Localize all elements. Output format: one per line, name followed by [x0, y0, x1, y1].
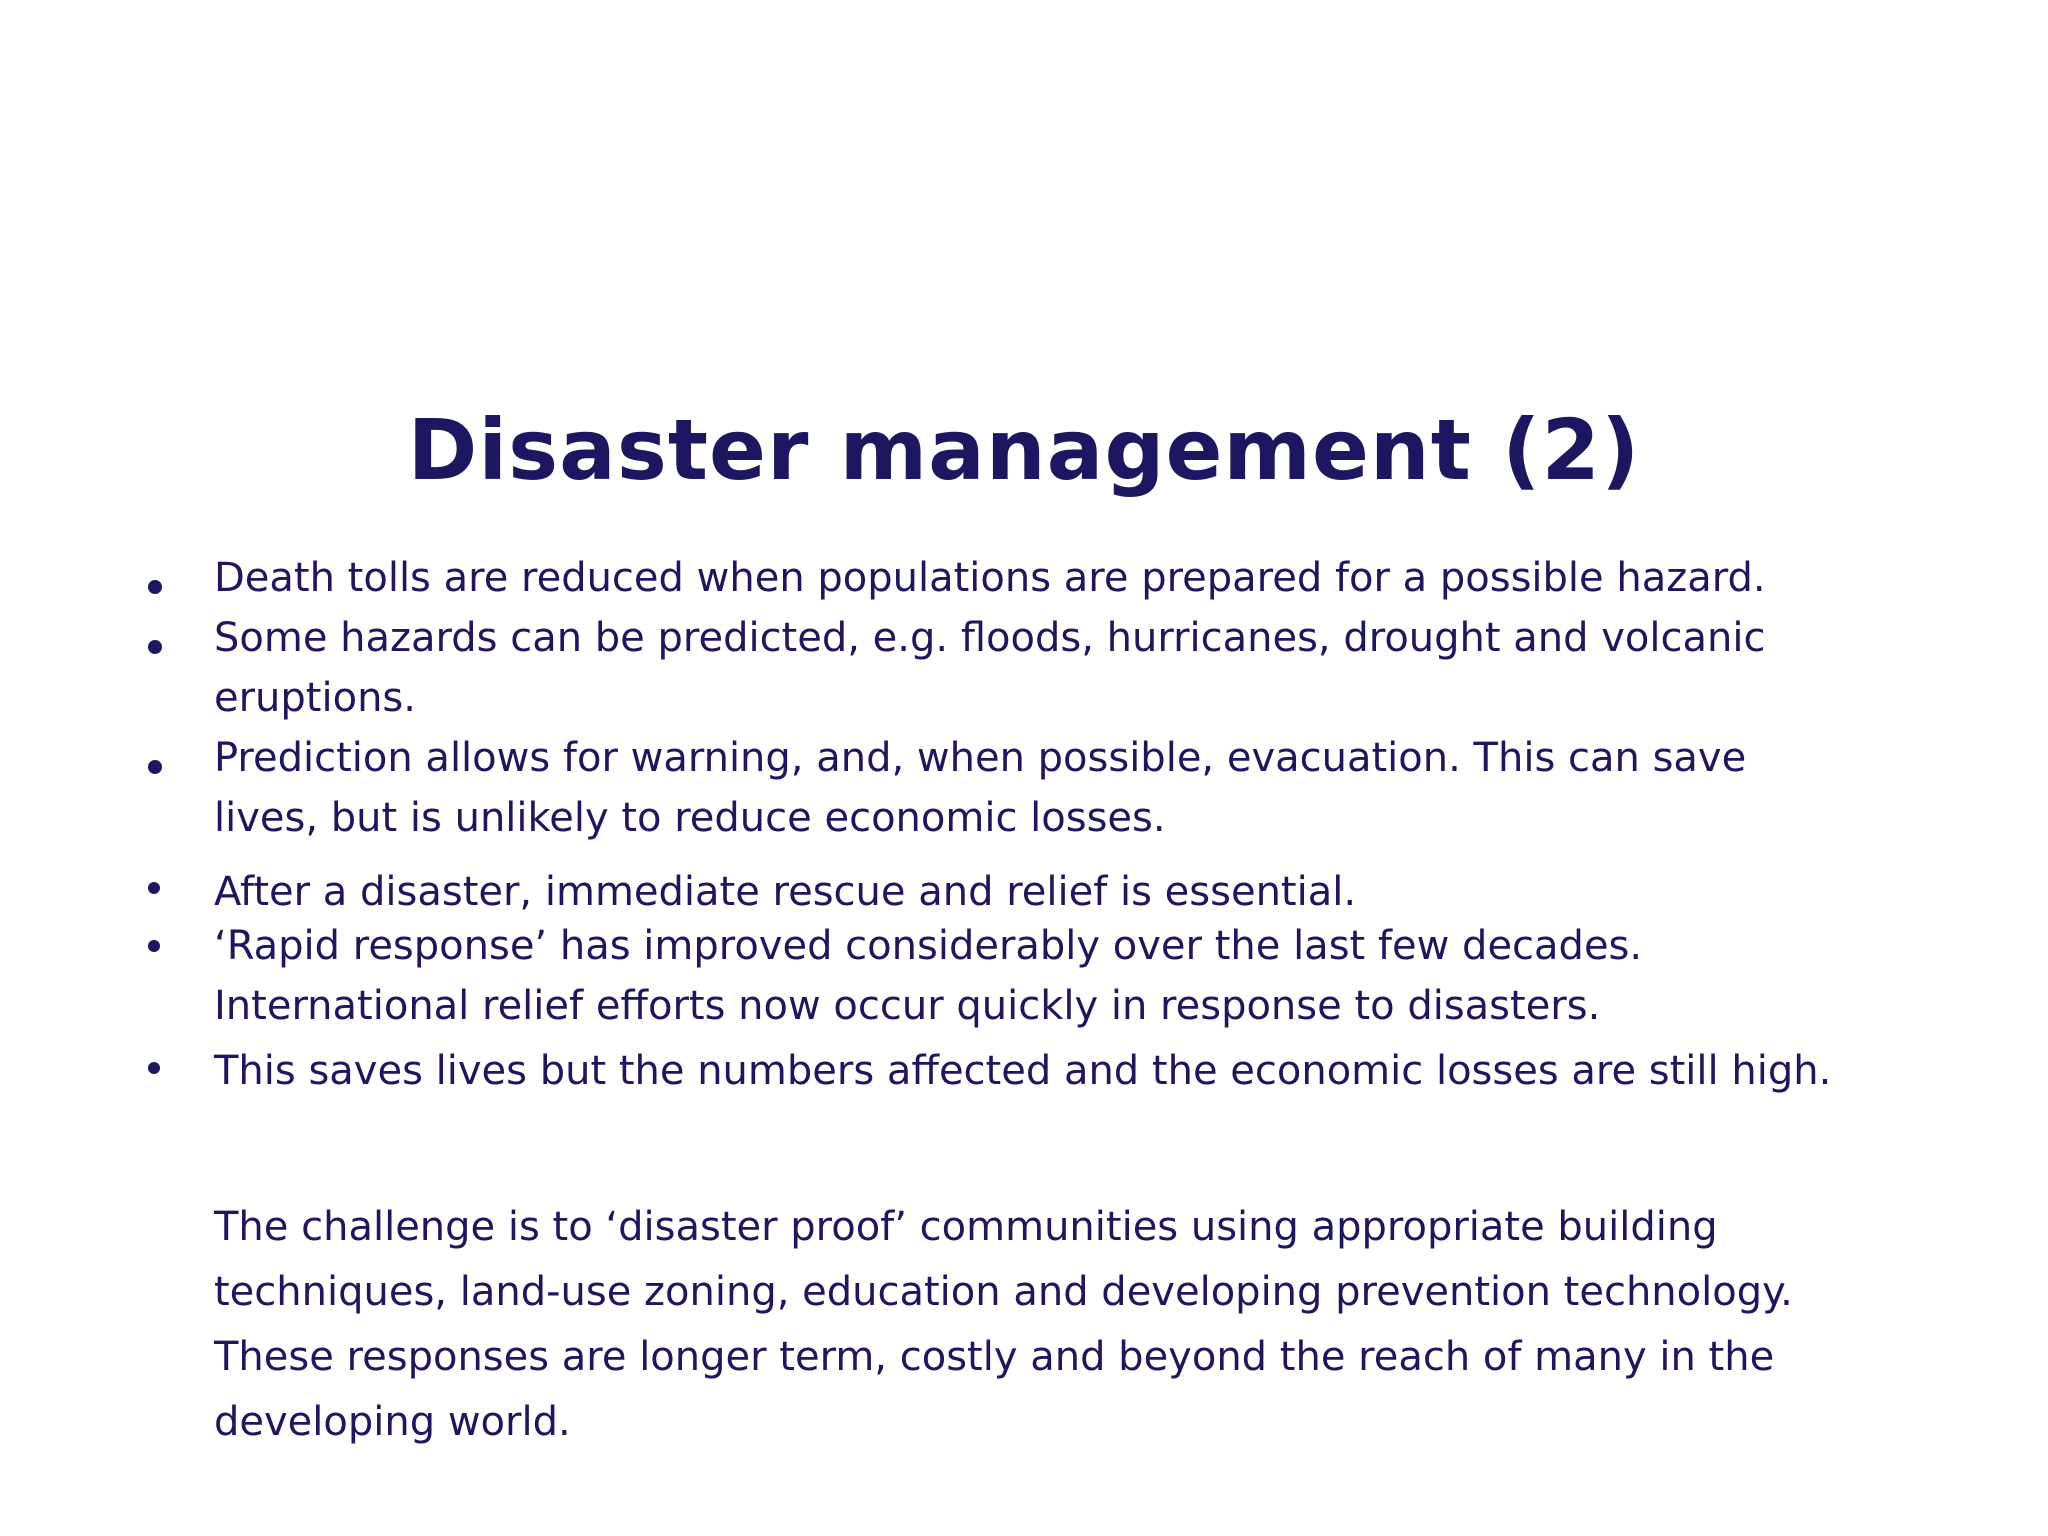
bullet-text-line: Some hazards can be predicted, e.g. floods, hurricanes, drought and volcanic: [214, 615, 1766, 661]
bullet-text-line: Death tolls are reduced when populations are prepared for a possible hazard.: [214, 555, 1766, 601]
bullet-dot-icon: [148, 940, 160, 952]
bullet-dot-icon: [148, 640, 162, 654]
bullet-dot-icon: [148, 580, 162, 594]
bullet-text-line: Prediction allows for warning, and, when possible, evacuation. This can save: [214, 735, 1747, 781]
bullet-text-line: ‘Rapid response’ has improved considerably over the last few decades.: [214, 923, 1643, 969]
closing-line: developing world.: [214, 1399, 571, 1445]
closing-line: techniques, land-use zoning, education and developing prevention technology.: [214, 1269, 1793, 1315]
slide-title: Disaster management (2): [407, 401, 1641, 499]
bullet-text-line: After a disaster, immediate rescue and relief is essential.: [214, 869, 1357, 915]
closing-paragraph: [214, 1195, 1934, 1455]
bullet-text-line: lives, but is unlikely to reduce economic losses.: [214, 795, 1166, 841]
bullet-dot-icon: [148, 760, 162, 774]
bullet-dot-icon: [148, 1062, 160, 1074]
closing-line: The challenge is to ‘disaster proof’ communities using appropriate building: [214, 1204, 1718, 1250]
bullet-dot-icon: [148, 882, 160, 894]
closing-line: These responses are longer term, costly and beyond the reach of many in the: [214, 1334, 1775, 1380]
bullet-text-line: eruptions.: [214, 675, 416, 721]
bullet-text-line: International relief efforts now occur quickly in response to disasters.: [214, 983, 1601, 1029]
bullet-text-line: This saves lives but the numbers affected and the economic losses are still high.: [214, 1048, 1832, 1094]
